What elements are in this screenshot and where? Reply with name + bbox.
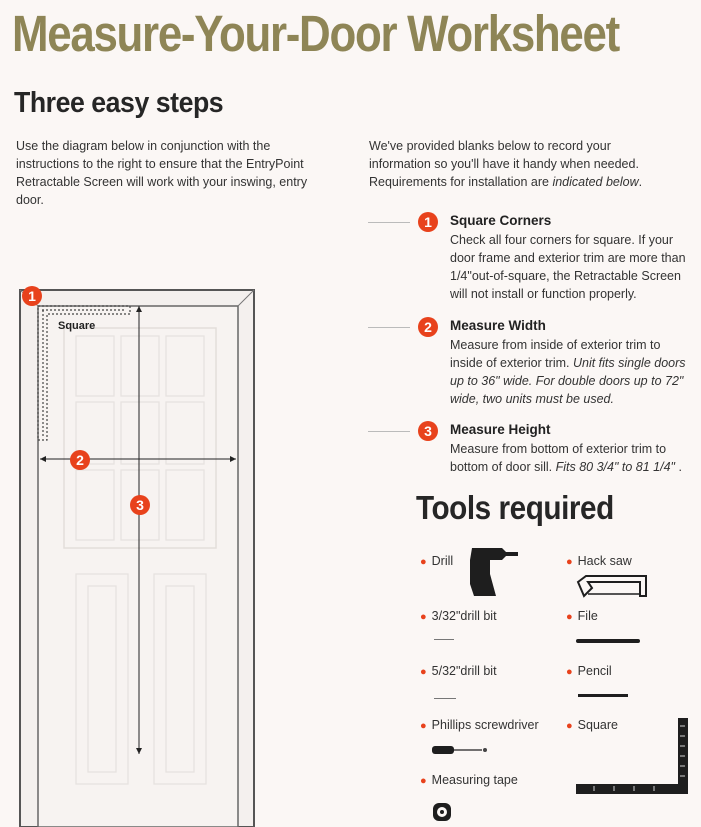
step-badge: 2 — [418, 317, 438, 337]
drill-bit-icon — [434, 639, 454, 640]
step-body: Check all four corners for square. If your door frame and exterior trim are more than 1/4"out-of-square, the Retractable Screen will not install or function properly. — [450, 233, 686, 301]
tool-drill-bit-532: ● 5/32"drill bit — [420, 664, 497, 678]
drill-icon — [466, 544, 522, 600]
tool-square: ● Square — [566, 718, 618, 732]
diagram-badge-2: 2 — [70, 450, 90, 470]
tool-file: ● File — [566, 609, 598, 623]
page-title: Measure-Your-Door Worksheet — [12, 5, 619, 62]
tool-drill: ● Drill — [420, 554, 454, 568]
carpenter-square-icon — [574, 716, 692, 796]
step-body: Measure from inside of exterior trim to inside of exterior trim. Unit fits single doors up to 36" wide. For double doors up to 72" wide, two units must be used. — [450, 338, 686, 406]
intro-right: We've provided blanks below to record your information so you'll have it handy when needed. Requirements for installation are indicated below. — [369, 139, 643, 189]
step-badge: 3 — [418, 421, 438, 441]
drill-bit-icon — [434, 698, 456, 699]
tools-heading: Tools required — [416, 489, 614, 526]
square-label: Square — [58, 320, 96, 332]
step-badge: 1 — [418, 212, 438, 232]
screwdriver-icon — [430, 743, 492, 757]
tool-measuring-tape: ● Measuring tape — [420, 773, 518, 787]
pencil-icon — [578, 694, 628, 697]
answer-blank — [368, 327, 410, 328]
tool-drill-bit-332: ● 3/32"drill bit — [420, 609, 497, 623]
tool-hack-saw: ● Hack saw — [566, 554, 632, 568]
section-heading-steps: Three easy steps — [14, 87, 224, 119]
answer-blank — [368, 222, 410, 223]
intro-left: Use the diagram below in conjunction with the instructions to the right to ensure that the EntryPoint Retractable Screen will work with your inswing, entry door. — [16, 139, 308, 207]
diagram-badge-1: 1 — [22, 286, 42, 306]
diagram-badge-3: 3 — [130, 495, 150, 515]
answer-blank — [368, 431, 410, 432]
step-body: Measure from bottom of exterior trim to bottom of door sill. Fits 80 3/4" to 81 1/4" . — [450, 442, 682, 474]
tool-pencil: ● Pencil — [566, 664, 612, 678]
file-icon — [576, 639, 640, 643]
door-diagram — [0, 270, 270, 827]
step-title: Measure Height — [450, 422, 551, 437]
hack-saw-icon — [574, 572, 654, 602]
measuring-tape-icon — [432, 802, 454, 824]
step-title: Measure Width — [450, 318, 546, 333]
step-title: Square Corners — [450, 213, 552, 228]
tool-phillips-screwdriver: ● Phillips screwdriver — [420, 718, 539, 732]
